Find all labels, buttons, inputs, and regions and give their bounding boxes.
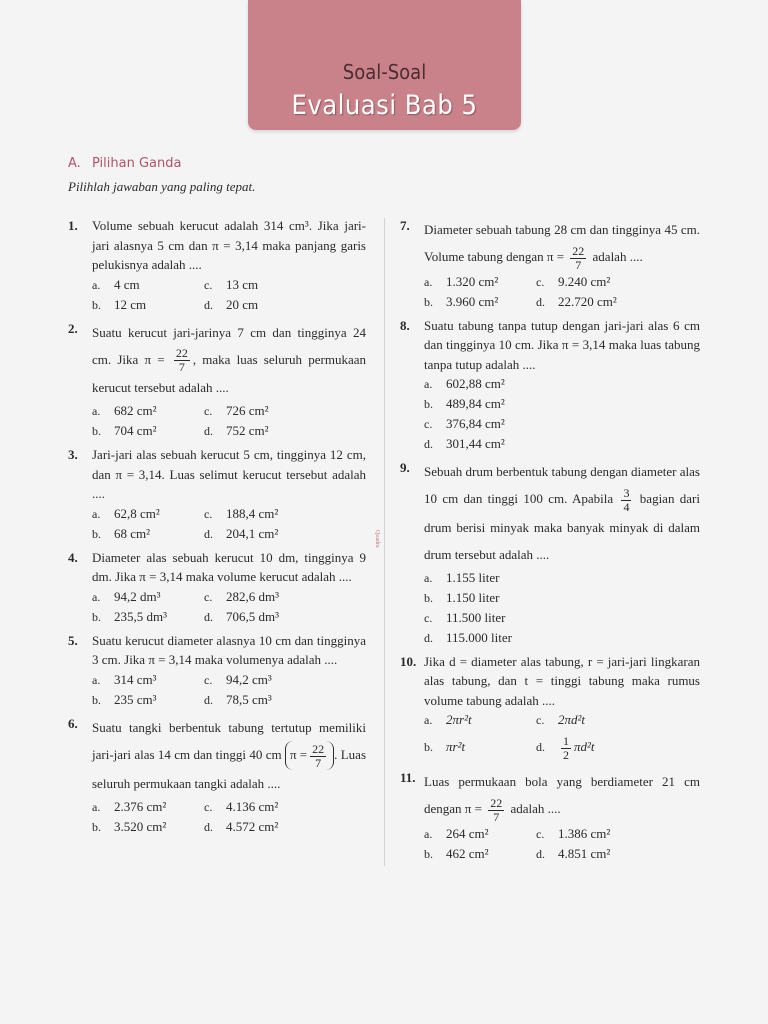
fraction <box>488 797 504 824</box>
option-d: 4.572 cm² <box>226 818 279 834</box>
option-label: d. <box>204 297 213 312</box>
question-number: 1. <box>68 218 78 233</box>
option-c: 726 cm² <box>226 403 269 419</box>
option-label: c. <box>204 404 213 419</box>
option-c: 9.240 cm² <box>558 273 611 289</box>
option-label: c. <box>204 506 213 521</box>
option-label: d. <box>536 846 545 861</box>
option-b: 12 cm <box>114 296 147 312</box>
option-c: 2πd²t <box>558 712 586 728</box>
question-4 <box>68 548 366 627</box>
question-5 <box>68 631 366 710</box>
fraction-numerator: 22 <box>312 741 325 756</box>
option-label: d. <box>536 294 545 309</box>
option-label: c. <box>204 672 213 687</box>
fraction-denominator: 2 <box>563 747 569 762</box>
question-6 <box>68 714 366 837</box>
option-label: a. <box>424 377 433 392</box>
question-text: Diameter alas sebuah kerucut 10 dm, tingginya 9 dm. Jika π = 3,14 maka volume kerucut adalah .... <box>92 549 366 585</box>
option-label: a. <box>424 713 433 728</box>
option-c: 1.386 cm² <box>558 825 611 841</box>
option-label: d. <box>536 740 545 755</box>
fraction-denominator: 7 <box>178 360 185 375</box>
question-text: Volume sebuah kerucut adalah 314 cm³. Jika jari-jari alasnya 5 cm dan π = 3,14 maka panjang garis pelukisnya adalah .... <box>92 218 366 272</box>
option-label: d. <box>424 630 433 645</box>
option-c: 94,2 cm³ <box>226 671 272 687</box>
fraction-numerator: 3 <box>623 485 630 500</box>
option-label: b. <box>424 397 433 412</box>
option-b: 704 cm² <box>114 423 157 439</box>
options <box>424 710 700 764</box>
option-label: c. <box>424 417 433 432</box>
question-number: 3. <box>68 447 78 463</box>
option-b: 3.960 cm² <box>446 293 499 309</box>
option-label: b. <box>92 819 101 834</box>
fraction-denominator: 7 <box>493 809 500 824</box>
option-a: 682 cm² <box>114 403 157 419</box>
question-text-part-a: Diameter sebuah tabung 28 cm dan tingginya 45 cm. Volume tabung dengan π = <box>424 222 700 264</box>
fraction <box>570 245 586 272</box>
question-text-part-a: Luas permukaan bola yang berdiameter 21 cm dengan π = <box>424 774 700 817</box>
fraction-denominator: 7 <box>315 755 322 770</box>
option-label: d. <box>204 424 213 439</box>
question-number: 6. <box>68 715 78 731</box>
question-number: 4. <box>68 549 78 565</box>
option-label: a. <box>92 589 101 604</box>
option-label: a. <box>424 570 433 585</box>
option-label: c. <box>204 589 213 604</box>
option-label: d. <box>204 819 213 834</box>
options <box>424 824 700 864</box>
option-label: b. <box>92 692 101 707</box>
question-text-part-a: Suatu tangki berbentuk tabung tertutup memiliki jari-jari alas 14 cm dan tinggi 40 cm <box>92 719 366 762</box>
left-column <box>68 216 366 841</box>
chapter-header <box>248 0 521 130</box>
question-text <box>92 714 366 797</box>
option-label: b. <box>92 297 101 312</box>
option-b: 462 cm² <box>446 845 489 861</box>
option-c: 376,84 cm² <box>446 416 505 432</box>
option-c: 282,6 dm³ <box>226 588 280 604</box>
option-label: a. <box>424 826 433 841</box>
option-a: 1.320 cm² <box>446 273 499 289</box>
question-text-part-b: adalah .... <box>592 249 643 264</box>
options <box>92 797 366 837</box>
option-label: a. <box>92 506 101 521</box>
option-label: d. <box>204 692 213 707</box>
parenthetical <box>285 741 334 770</box>
option-a: 4 cm <box>114 276 140 292</box>
right-column <box>400 216 700 868</box>
question-text <box>424 768 700 824</box>
question-text <box>92 319 366 402</box>
section-letter: A. <box>68 156 81 171</box>
question-1 <box>68 216 366 315</box>
question-text-part-b: bagian dari drum berisi minyak maka banyak minyak di dalam drum tersebut adalah .... <box>424 491 700 562</box>
option-a: 2πr²t <box>446 712 472 728</box>
option-label: c. <box>424 610 433 625</box>
options <box>92 504 366 544</box>
option-d: 301,44 cm² <box>446 436 505 452</box>
option-label: a. <box>92 404 101 419</box>
option-label: d. <box>424 437 433 452</box>
question-number: 10. <box>400 653 417 669</box>
question-text <box>424 216 700 272</box>
question-10 <box>400 652 700 765</box>
option-label: b. <box>92 526 101 541</box>
options <box>424 568 700 648</box>
question-9 <box>400 458 700 648</box>
fraction <box>621 487 631 514</box>
options <box>424 272 700 312</box>
option-label: d. <box>204 609 213 624</box>
option-b: 235 cm³ <box>114 691 157 707</box>
option-label: a. <box>424 274 433 289</box>
option-d: 752 cm² <box>226 423 269 439</box>
option-label: c. <box>536 274 545 289</box>
option-d: 20 cm <box>226 296 259 312</box>
question-text-part-b: adalah .... <box>510 801 561 817</box>
options <box>92 670 366 710</box>
option-label: b. <box>424 294 433 309</box>
option-b: 3.520 cm² <box>114 818 167 834</box>
question-11 <box>400 768 700 864</box>
option-label: b. <box>92 609 101 624</box>
option-b: 68 cm² <box>114 525 151 541</box>
option-b: 235,5 dm³ <box>114 608 168 624</box>
options <box>92 275 366 315</box>
options <box>92 587 366 627</box>
option-c: 11.500 liter <box>446 609 506 625</box>
question-number: 8. <box>400 317 410 333</box>
pi-equals: π = <box>289 747 308 763</box>
option-b: 489,84 cm² <box>446 396 505 412</box>
fraction-numerator: 22 <box>490 795 503 810</box>
option-a: 94,2 dm³ <box>114 588 161 604</box>
options <box>424 374 700 454</box>
option-d <box>558 730 700 764</box>
option-c: 4.136 cm² <box>226 798 279 814</box>
fraction-numerator: 22 <box>572 243 585 258</box>
option-d: 78,5 cm³ <box>226 691 272 707</box>
option-d: 22.720 cm² <box>558 293 617 309</box>
option-label: d. <box>204 526 213 541</box>
option-label: a. <box>92 672 101 687</box>
question-number: 2. <box>68 320 78 336</box>
option-d: 204,1 cm² <box>226 525 279 541</box>
fraction-numerator: 22 <box>175 346 188 361</box>
option-a: 2.376 cm² <box>114 798 167 814</box>
question-number: 11. <box>400 770 416 786</box>
question-text-part-a: Sebuah drum berbentuk tabung dengan diameter alas 10 cm dan tinggi 100 cm. Apabila <box>424 464 700 507</box>
option-c: 13 cm <box>226 276 259 292</box>
option-b: πr²t <box>446 739 466 755</box>
option-label: b. <box>424 590 433 605</box>
option-a: 602,88 cm² <box>446 376 505 392</box>
option-d: 706,5 dm³ <box>226 608 280 624</box>
options <box>92 401 366 441</box>
option-label: a. <box>92 799 101 814</box>
option-c: 188,4 cm² <box>226 505 279 521</box>
option-b: 1.150 liter <box>446 589 500 605</box>
option-label: b. <box>424 740 433 755</box>
question-text-part-b: , maka luas seluruh permukaan kerucut tersebut adalah .... <box>92 351 367 396</box>
header-subtitle: Soal-Soal <box>342 60 427 84</box>
option-label: b. <box>424 846 433 861</box>
question-text: Suatu tabung tanpa tutup dengan jari-jari alas 6 cm dan tingginya 10 cm. Jika π = 3,14 maka luas tabung tanpa tutup adalah .... <box>424 317 700 372</box>
fraction-numerator: 1 <box>563 733 569 748</box>
fraction <box>310 743 326 770</box>
fraction <box>174 347 190 374</box>
option-d: 4.851 cm² <box>558 845 611 861</box>
option-a: 314 cm³ <box>114 671 157 687</box>
fraction-denominator: 7 <box>575 257 582 272</box>
fraction-denominator: 4 <box>623 499 630 514</box>
option-d-formula: πd²t <box>574 739 595 755</box>
option-label: c. <box>204 277 213 292</box>
question-2 <box>68 319 366 442</box>
question-number: 5. <box>68 632 78 648</box>
option-label: c. <box>204 799 213 814</box>
instruction: Pilihlah jawaban yang paling tepat. <box>68 179 256 194</box>
option-label: a. <box>92 277 101 292</box>
section-title-text: Pilihan Ganda <box>92 156 182 171</box>
option-d: 115.000 liter <box>446 629 512 645</box>
option-a: 1.155 liter <box>446 569 500 585</box>
question-8 <box>400 316 700 455</box>
side-label: Quadra <box>374 530 380 548</box>
question-text: Jari-jari alas sebuah kerucut 5 cm, tingginya 12 cm, dan π = 3,14. Luas selimut kerucut tersebut adalah .... <box>92 447 366 502</box>
header-title: Evaluasi Bab 5 <box>291 90 478 121</box>
question-text <box>424 458 700 568</box>
question-text: Jika d = diameter alas tabung, r = jari-jari lingkaran alas tabung, dan t = tinggi tabung maka rumus volume tabung adalah .... <box>424 653 700 708</box>
question-text: Suatu kerucut diameter alasnya 10 cm dan tingginya 3 cm. Jika π = 3,14 maka volumenya adalah .... <box>92 632 366 668</box>
column-divider <box>384 218 385 866</box>
option-label: c. <box>536 713 545 728</box>
option-a: 264 cm² <box>446 825 489 841</box>
fraction <box>561 735 571 762</box>
section-title <box>68 156 181 171</box>
option-label: c. <box>536 826 545 841</box>
question-7 <box>400 216 700 312</box>
option-a: 62,8 cm² <box>114 505 160 521</box>
option-label: b. <box>92 424 101 439</box>
question-number: 7. <box>400 218 410 233</box>
question-3 <box>68 445 366 544</box>
question-text-part-b: . Luas seluruh permukaan tangki adalah .... <box>92 746 367 791</box>
question-number: 9. <box>400 460 410 476</box>
question-text-part-a: Suatu kerucut jari-jarinya 7 cm dan tingginya 24 cm. Jika π = <box>92 324 366 367</box>
